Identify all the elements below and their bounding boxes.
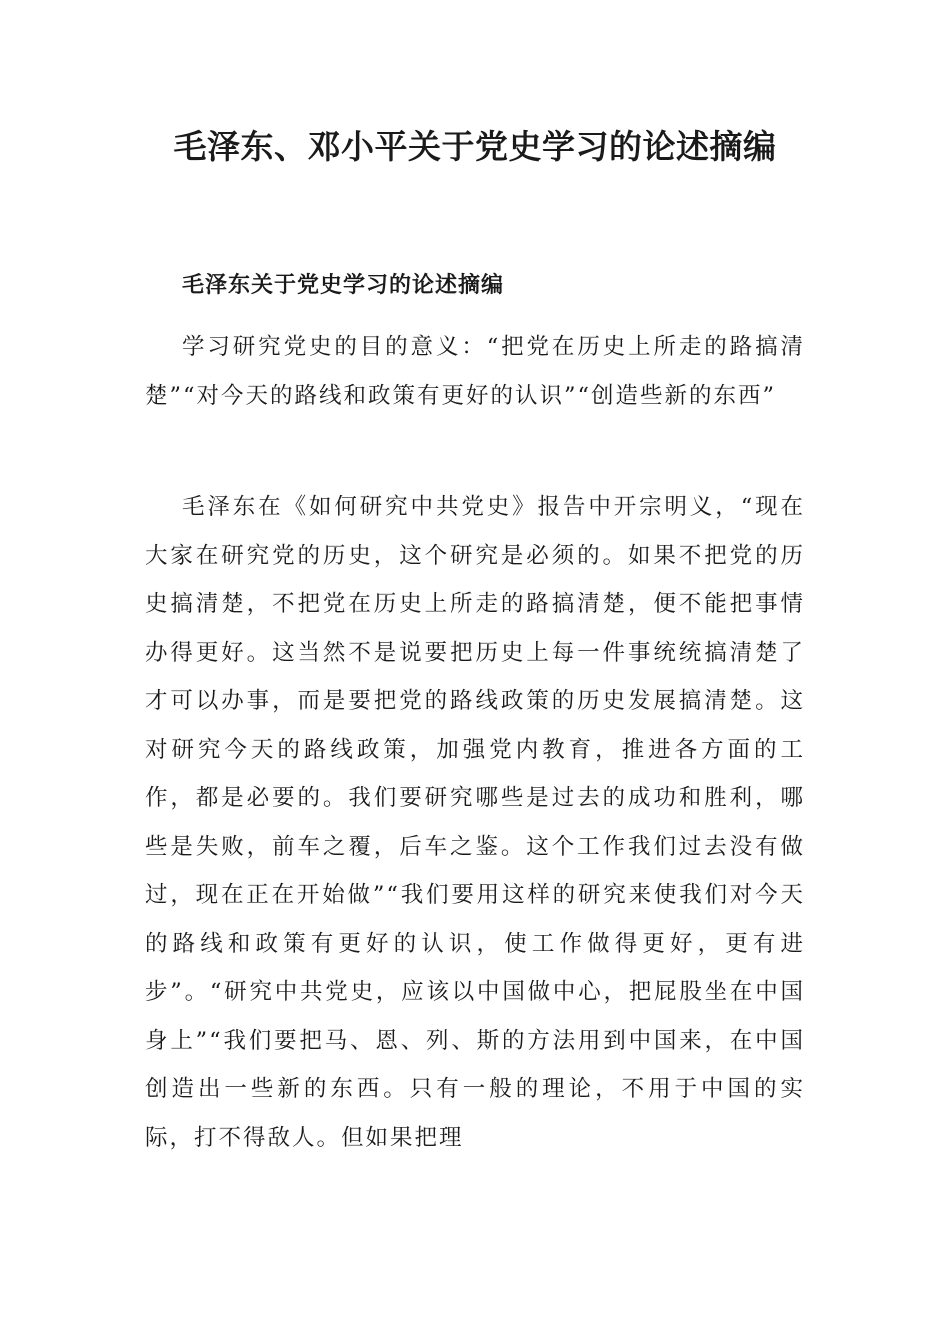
document-title: 毛泽东、邓小平关于党史学习的论述摘编 bbox=[173, 127, 777, 166]
section-heading: 毛泽东关于党史学习的论述摘编 bbox=[182, 273, 505, 298]
paragraph-purpose: 学习研究党史的目的意义：“把党在历史上所走的路搞清楚”“对今天的路线和政策有更好的认识”“创造些新的东西” bbox=[145, 334, 805, 409]
paragraph-report: 毛泽东在《如何研究中共党史》报告中开宗明义，“现在大家在研究党的历史，这个研究是必须的。如果不把党的历史搞清楚，不把党在历史上所走的路搞清楚，便不能把事情办得更好。这当然不是说要把历史上每一件事统统搞清楚了才可以办事，而是要把党的路线政策的历史发展搞清楚。这对研究今天的路线政策，加强党内教育，推进各方面的工作，都是必要的。我们要研究哪些是过去的成功和胜利，哪些是失败，前车之覆，后车之鉴。这个工作我们过去没有做过，现在正在开始做”“我们要用这样的研究来使我们对今天的路线和政策有更好的认识，使工作做得更好，更有进步”。“研究中共党史，应该以中国做中心，把屁股坐在中国身上”“我们要把马、恩、列、斯的方法用到中国来，在中国创造出一些新的东西。只有一般的理论，不用于中国的实际，打不得敌人。但如果把理 bbox=[145, 494, 805, 1151]
